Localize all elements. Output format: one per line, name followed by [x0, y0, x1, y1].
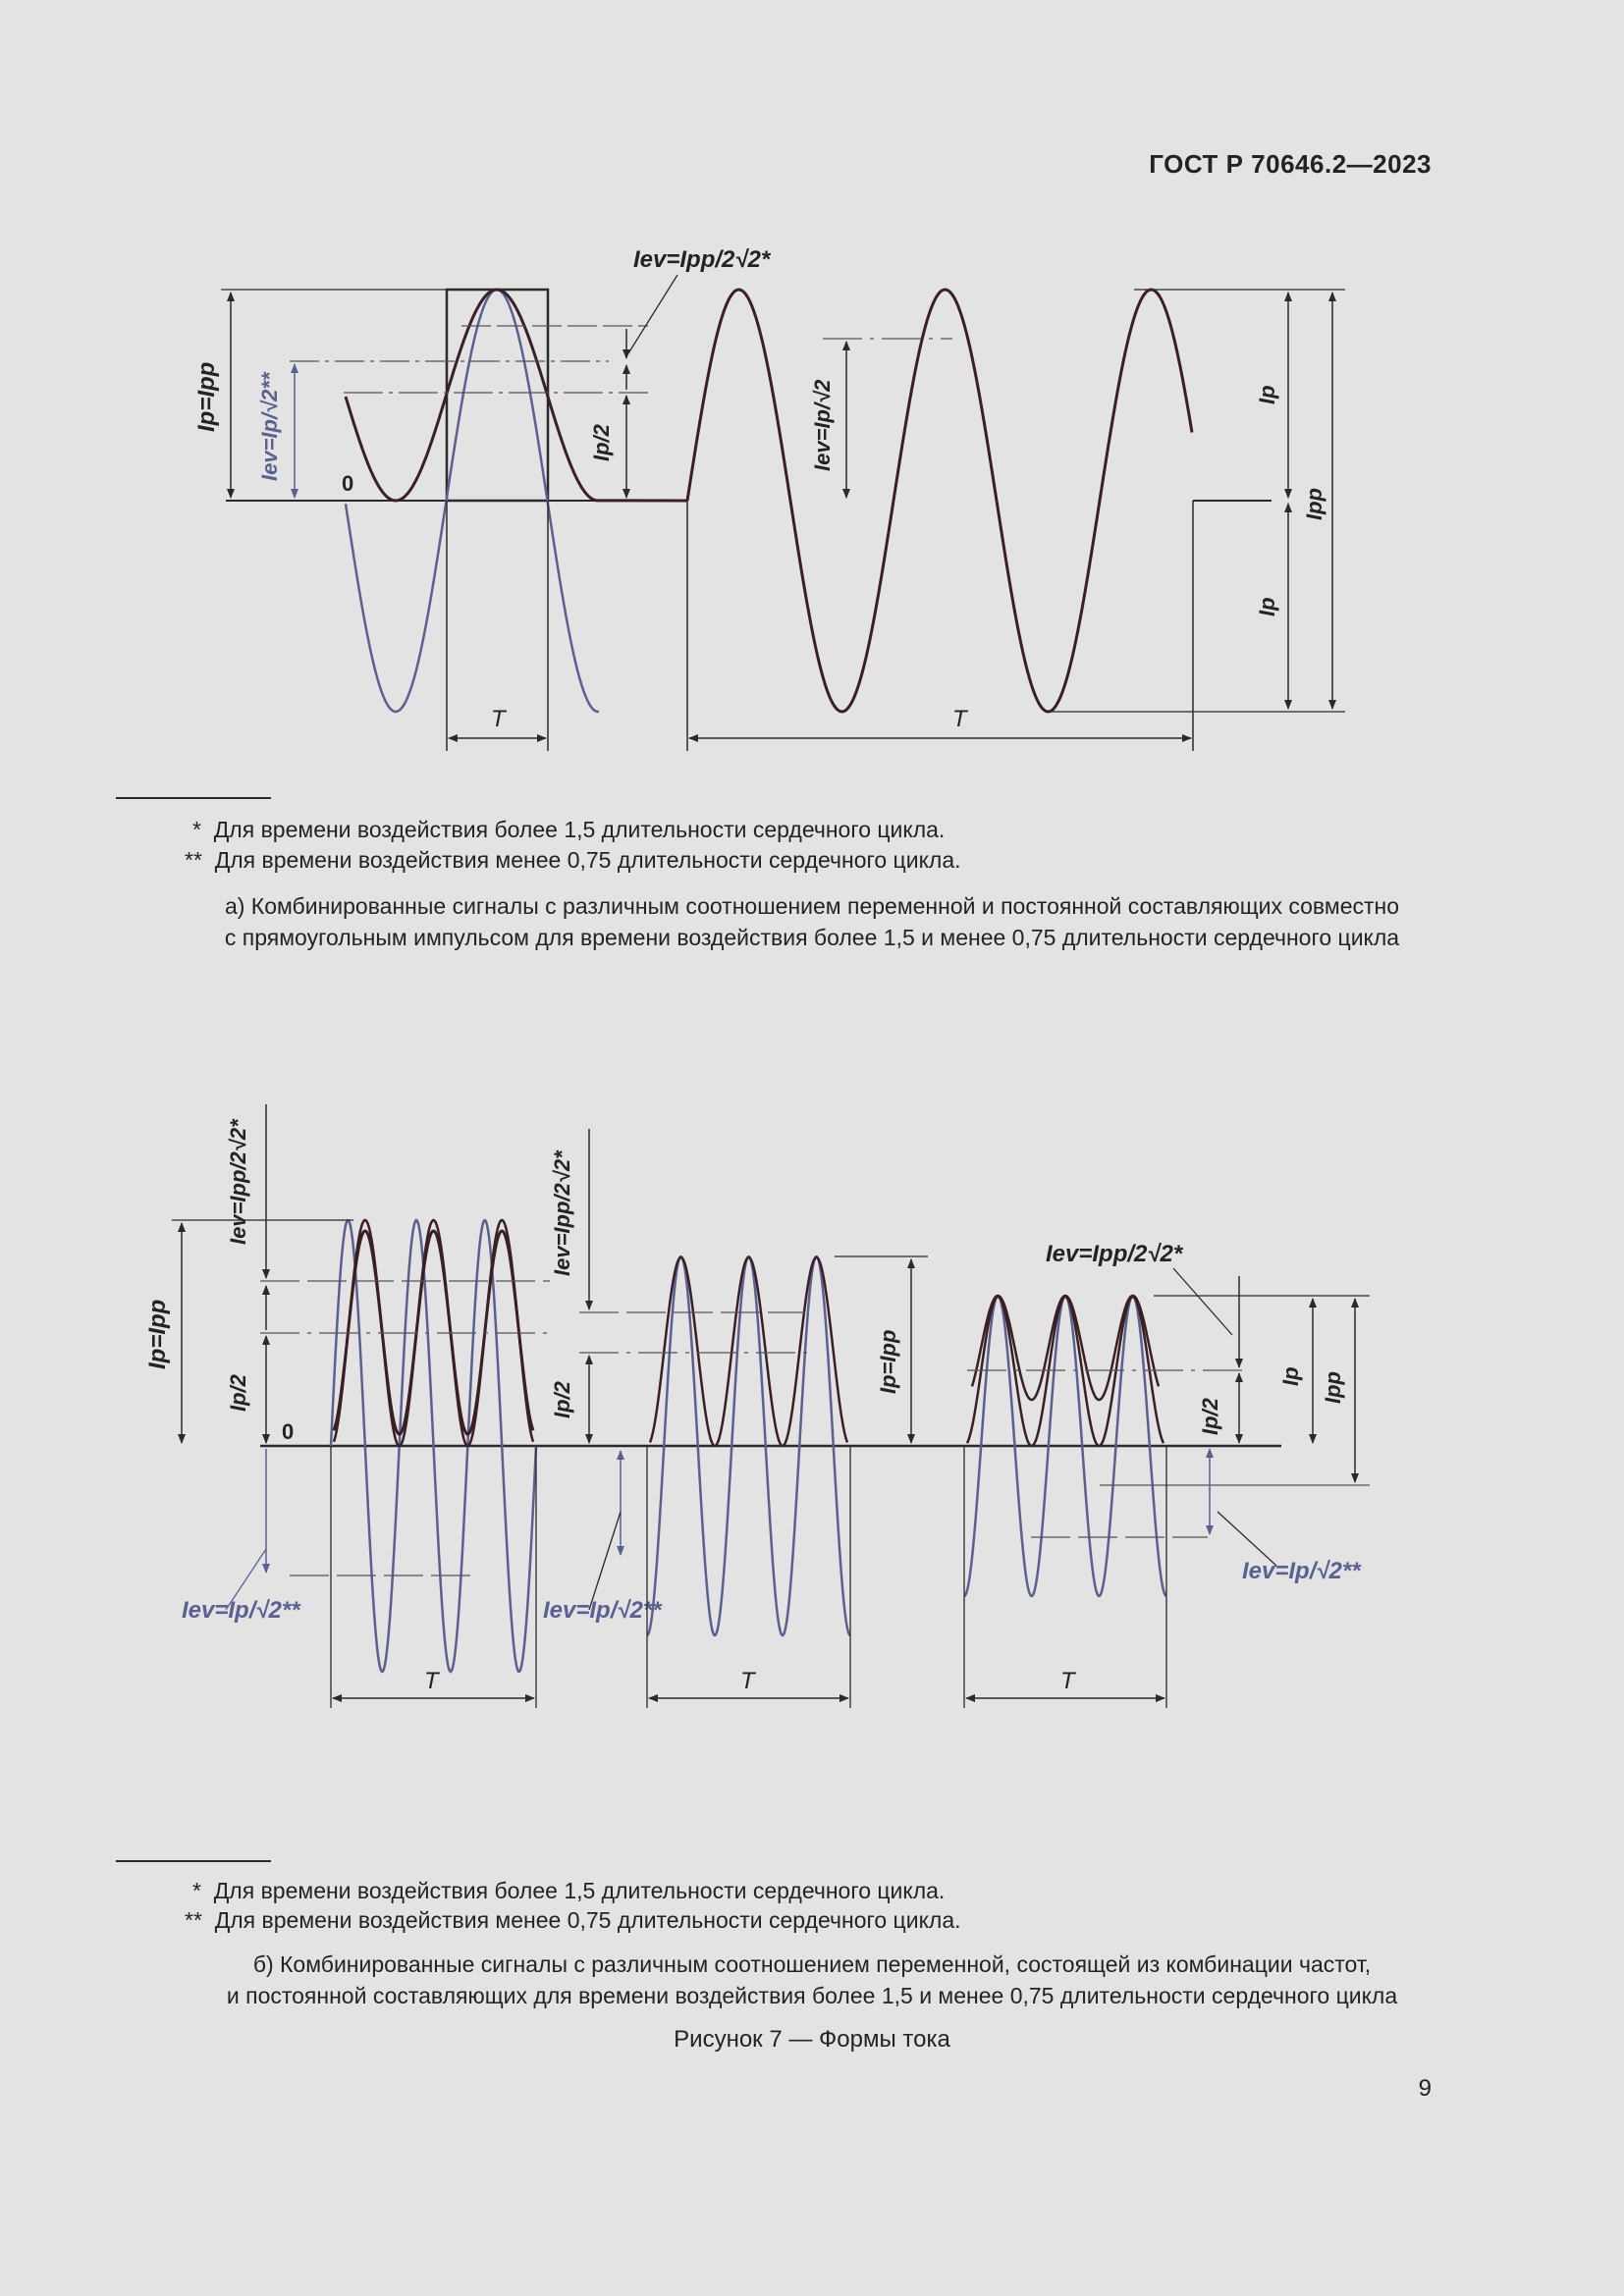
label-ip-right: Ip	[1278, 1366, 1303, 1386]
caption-a-line2: с прямоугольным импульсом для времени воздействия более 1,5 и менее 0,75 длительности сердечного цикла	[224, 925, 1400, 950]
zero-label-a: 0	[342, 471, 354, 496]
period-label-3: T	[1060, 1668, 1075, 1694]
caption-b-line2: и постоянной составляющих для времени воздействия более 1,5 и менее 0,75 длительности сердечного цикла	[226, 1983, 1398, 2008]
footnote-marker: *	[192, 817, 201, 842]
footnote-marker: **	[185, 847, 202, 873]
burst-2-dark	[650, 1257, 847, 1446]
footnote-text: Для времени воздействия менее 0,75 длительности сердечного цикла.	[214, 847, 961, 873]
label-iev-low-mid: Iev=Ip/√2**	[543, 1597, 662, 1624]
figure-title: Рисунок 7 — Формы тока	[674, 2026, 950, 2053]
dark-sine-wave-right	[687, 290, 1192, 712]
label-ip-lower: Ip	[1255, 597, 1279, 616]
caption-b-line1: б) Комбинированные сигналы с различным соотношением переменной, состоящей из комбинации частот,	[252, 1951, 1372, 1977]
label-ip-ipp-left: Ip=Ipp	[144, 1299, 171, 1369]
footnote-rule-b	[116, 1860, 271, 1862]
leader-iev-low-mid	[589, 1512, 621, 1610]
label-ipp-right: Ipp	[1321, 1371, 1345, 1404]
label-iev-top-left: Iev=Ipp/2√2*	[226, 1119, 250, 1245]
leader-line-iev-top	[628, 275, 677, 353]
label-ip-ipp-mid: Ip=Ipp	[876, 1329, 900, 1394]
footnote-text: Для времени воздействия менее 0,75 длительности сердечного цикла.	[214, 1907, 961, 1933]
label-ip-half: Ip/2	[589, 424, 614, 461]
leader-iev-top-right	[1173, 1268, 1232, 1335]
period-label-left: T	[491, 706, 506, 732]
document-number: ГОСТ Р 70646.2—2023	[1149, 149, 1432, 179]
figure-a-diagram	[0, 0, 1624, 785]
footnote-a-2	[185, 847, 961, 874]
label-ip-half-right: Ip/2	[1198, 1398, 1222, 1435]
caption-a	[108, 890, 1516, 953]
label-iev-ipp-top: Iev=Ipp/2√2*	[633, 246, 771, 273]
label-iev-low-right: Iev=Ip/√2**	[1242, 1558, 1361, 1584]
label-iev-low-left: Iev=Ip/√2**	[182, 1597, 300, 1624]
label-ip-ipp: Ip=Ipp	[193, 361, 220, 432]
label-ipp: Ipp	[1302, 488, 1326, 520]
burst-3-dark-2	[972, 1296, 1159, 1400]
footnote-marker: *	[192, 1878, 201, 1903]
period-label-1: T	[424, 1668, 439, 1694]
caption-b	[108, 1949, 1516, 2011]
footnote-marker: **	[185, 1907, 202, 1933]
caption-a-line1: а) Комбинированные сигналы с различным соотношением переменной и постоянной составляющих совместно	[224, 893, 1400, 919]
zero-label-b: 0	[282, 1419, 295, 1444]
label-iev-top-right: Iev=Ipp/2√2*	[1046, 1241, 1183, 1267]
figure-b-diagram	[0, 1080, 1624, 1767]
footnote-text: Для времени воздействия более 1,5 длительности сердечного цикла.	[213, 817, 946, 842]
label-ip-upper: Ip	[1255, 385, 1279, 404]
footnote-b-2	[185, 1907, 961, 1934]
label-iev-top-mid: Iev=Ipp/2√2*	[550, 1150, 574, 1276]
page-number: 9	[1418, 2075, 1432, 2102]
period-label-2: T	[740, 1668, 755, 1694]
period-label-right: T	[952, 706, 967, 732]
label-iev-ip-mid: Iev=Ip/√2	[810, 379, 835, 471]
label-ip-half-mid: Ip/2	[550, 1381, 574, 1418]
dark-raised-cosine	[346, 290, 687, 501]
footnote-b-1	[192, 1878, 945, 1904]
footnote-rule-a	[116, 797, 271, 799]
label-iev-ip-blue: Iev=Ip/√2**	[257, 372, 282, 481]
burst-3-dark	[967, 1297, 1164, 1446]
label-ip-half-left: Ip/2	[226, 1374, 250, 1412]
footnote-a-1	[192, 817, 945, 843]
footnote-text: Для времени воздействия более 1,5 длительности сердечного цикла.	[213, 1878, 946, 1903]
